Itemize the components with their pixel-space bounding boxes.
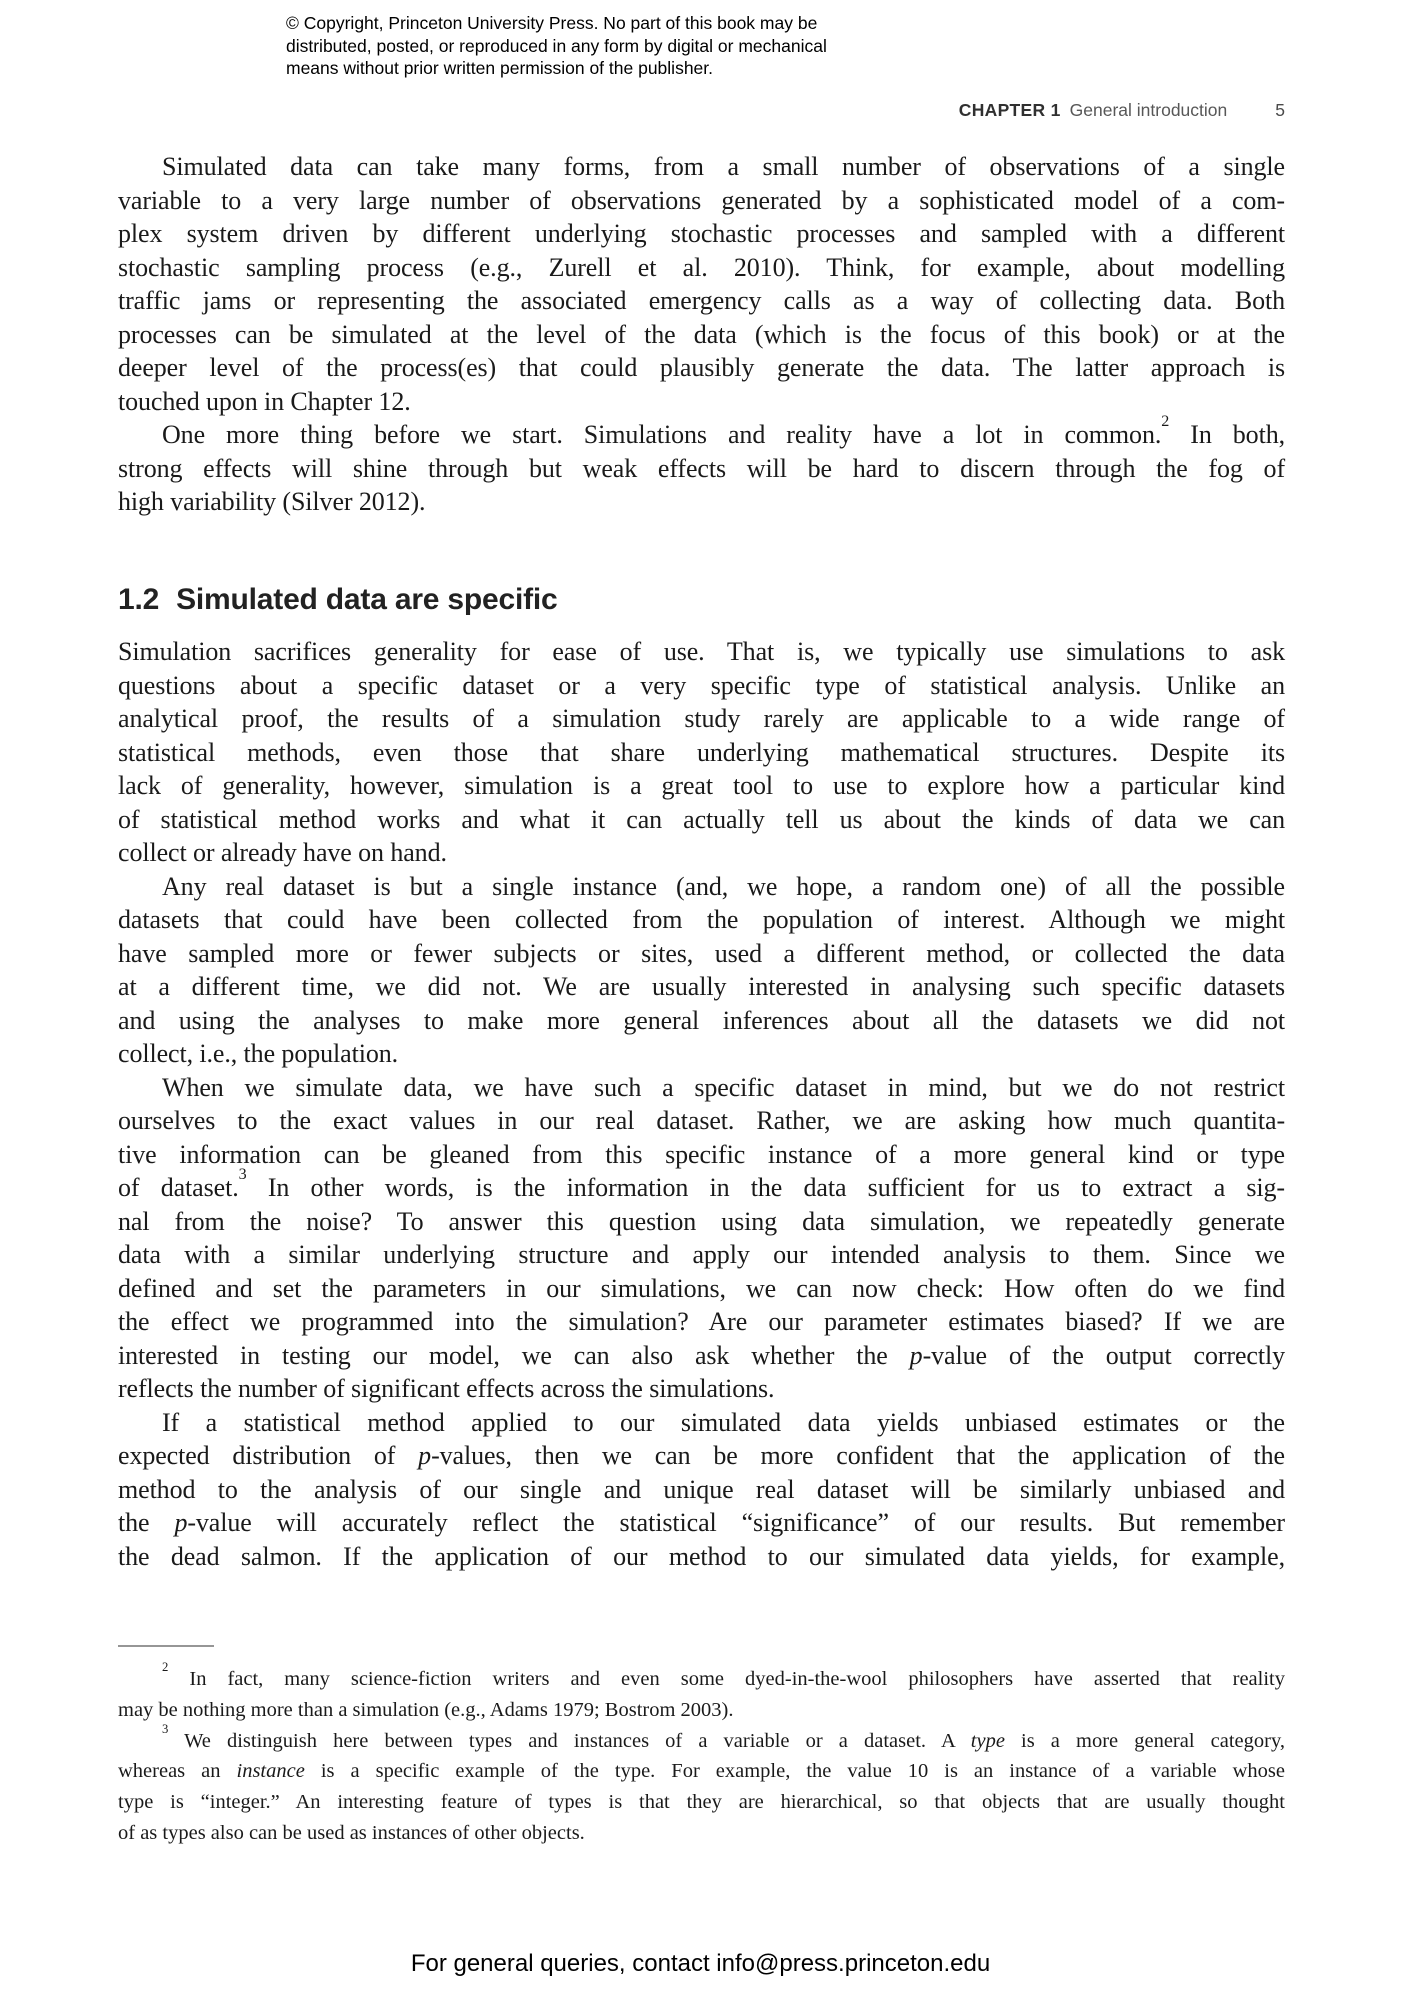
paragraph-line: the dead salmon. If the application of our method to our simulated data yields, for example, bbox=[118, 1541, 1285, 1571]
paragraph bbox=[118, 635, 1285, 870]
paragraph-line: at a different time, we did not. We are usually interested in analysing such specific datasets bbox=[118, 972, 1285, 1001]
paragraph-line: ourselves to the exact values in our real dataset. Rather, we are asking how much quantita- bbox=[118, 1106, 1285, 1135]
paragraph-line: deeper level of the process(es) that could plausibly generate the data. The latter approach is bbox=[118, 353, 1285, 382]
paragraph-line: processes can be simulated at the level of the data (which is the focus of this book) or at the bbox=[118, 319, 1285, 349]
paragraph-line: high variability (Silver 2012). bbox=[118, 487, 426, 516]
footnotes bbox=[118, 1645, 1285, 1849]
paragraph-line: tive information can be gleaned from this specific instance of a more general kind or type bbox=[118, 1139, 1285, 1169]
paragraph-line: If a statistical method applied to our simulated data yields unbiased estimates or the bbox=[162, 1407, 1285, 1437]
paragraph-line: Simulation sacrifices generality for ease of use. That is, we typically use simulations to ask bbox=[118, 637, 1285, 666]
paragraph-line: nal from the noise? To answer this question using data simulation, we repeatedly generate bbox=[118, 1206, 1285, 1236]
paragraph-line: whereas an instance is a specific example of the type. For example, the value 10 is an instance of a variable whose bbox=[118, 1760, 1285, 1783]
paragraph-line: When we simulate data, we have such a specific dataset in mind, but we do not restrict bbox=[162, 1072, 1285, 1102]
paragraph-line: may be nothing more than a simulation (e.g., Adams 1979; Bostrom 2003). bbox=[118, 1698, 734, 1721]
paragraph-line: plex system driven by different underlying stochastic processes and sampled with a different bbox=[118, 219, 1285, 248]
paragraph-line: One more thing before we start. Simulations and reality have a lot in common.$^2$ In both, bbox=[162, 412, 1285, 449]
copyright-line: distributed, posted, or reproduced in any form by digital or mechanical bbox=[286, 35, 827, 56]
paragraph-line: have sampled more or fewer subjects or sites, used a different method, or collected the data bbox=[118, 938, 1285, 968]
paragraph-line: $^3$ We distinguish here between types and instances of a variable or a dataset. A type is a more general category, bbox=[162, 1721, 1285, 1752]
paragraph bbox=[118, 412, 1285, 519]
copyright-line: means without prior written permission of the publisher. bbox=[286, 58, 714, 78]
section-heading bbox=[118, 583, 1285, 617]
paragraph-line: the effect we programmed into the simulation? Are our parameter estimates biased? If we are bbox=[118, 1307, 1285, 1336]
paragraph-line: analytical proof, the results of a simulation study rarely are applicable to a wide range of bbox=[118, 704, 1285, 733]
copyright-notice bbox=[286, 12, 827, 80]
footer-contact: For general queries, contact info@press.princeton.edu bbox=[410, 1950, 991, 1977]
paragraph-line: Simulated data can take many forms, from a small number of observations of a single bbox=[162, 152, 1285, 181]
paragraph-line: $^2$ In fact, many science-fiction writers and even some dyed-in-the-wool philosophers have asserted that reality bbox=[162, 1660, 1285, 1690]
paragraph bbox=[118, 1721, 1285, 1849]
footnote-blocks bbox=[118, 1660, 1285, 1849]
paragraph-line: method to the analysis of our single and unique real dataset will be similarly unbiased and bbox=[118, 1474, 1285, 1504]
paragraph-line: statistical methods, even those that share underlying mathematical structures. Despite its bbox=[118, 737, 1285, 767]
paragraph-line: collect, i.e., the population. bbox=[118, 1039, 399, 1068]
chapter-label: CHAPTER 1 bbox=[958, 100, 1061, 120]
paragraph-line: of dataset.$^3$ In other words, is the information in the data sufficient for us to extract a sig- bbox=[118, 1165, 1285, 1202]
paragraph-line: Any real dataset is but a single instance (and, we hope, a random one) of all the possible bbox=[162, 871, 1285, 901]
paragraph-line: lack of generality, however, simulation is a great tool to use to explore how a particular kind bbox=[118, 771, 1285, 800]
paragraph-line: the p-value will accurately reflect the statistical “significance” of our results. But remember bbox=[118, 1508, 1285, 1537]
paragraph-line: expected distribution of p-values, then we can be more confident that the application of the bbox=[118, 1441, 1285, 1470]
paragraph-line: type is “integer.” An interesting feature of types is that they are hierarchical, so that objects that are usually thought bbox=[118, 1791, 1285, 1814]
footnote-divider bbox=[118, 1645, 214, 1647]
paragraph bbox=[118, 1406, 1285, 1574]
paragraph bbox=[118, 150, 1285, 418]
paragraph-line: touched upon in Chapter 12. bbox=[118, 386, 411, 416]
paragraph bbox=[118, 1071, 1285, 1406]
paragraph-line: traffic jams or representing the associated emergency calls as a way of collecting data. Both bbox=[118, 286, 1285, 315]
running-header bbox=[118, 100, 1285, 121]
paragraph-line: datasets that could have been collected from the population of interest. Although we might bbox=[118, 905, 1285, 934]
page-footer bbox=[0, 1950, 1401, 1978]
paragraph-line: defined and set the parameters in our simulations, we can now check: How often do we find bbox=[118, 1273, 1285, 1303]
paragraph bbox=[118, 870, 1285, 1071]
chapter-title: General introduction bbox=[1069, 100, 1228, 120]
paragraph-line: strong effects will shine through but weak effects will be hard to discern through the fog of bbox=[118, 453, 1285, 483]
copyright-line: © Copyright, Princeton University Press. No part of this book may be bbox=[286, 13, 818, 33]
paragraph-line: and using the analyses to make more general inferences about all the datasets we did not bbox=[118, 1005, 1285, 1035]
paragraph-line: interested in testing our model, we can also ask whether the p-value of the output correctly bbox=[118, 1340, 1285, 1370]
body-blocks bbox=[118, 150, 1285, 1573]
paragraph-line: of as types also can be used as instances of other objects. bbox=[118, 1821, 585, 1844]
section-number: 1.2 bbox=[118, 582, 160, 616]
paragraph-line: stochastic sampling process (e.g., Zurell et al. 2010). Think, for example, about modelling bbox=[118, 252, 1285, 282]
paragraph-line: data with a similar underlying structure and apply our intended analysis to them. Since we bbox=[118, 1240, 1285, 1269]
paragraph-line: variable to a very large number of observations generated by a sophisticated model of a com- bbox=[118, 185, 1285, 215]
paragraph-line: questions about a specific dataset or a very specific type of statistical analysis. Unlike an bbox=[118, 670, 1285, 700]
page-number: 5 bbox=[1275, 100, 1285, 120]
paragraph-line: of statistical method works and what it can actually tell us about the kinds of data we can bbox=[118, 804, 1285, 834]
paragraph-line: reflects the number of significant effects across the simulations. bbox=[118, 1374, 775, 1403]
paragraph bbox=[118, 1660, 1285, 1726]
paragraph-line: collect or already have on hand. bbox=[118, 838, 447, 867]
section-title: Simulated data are specific bbox=[176, 582, 558, 616]
